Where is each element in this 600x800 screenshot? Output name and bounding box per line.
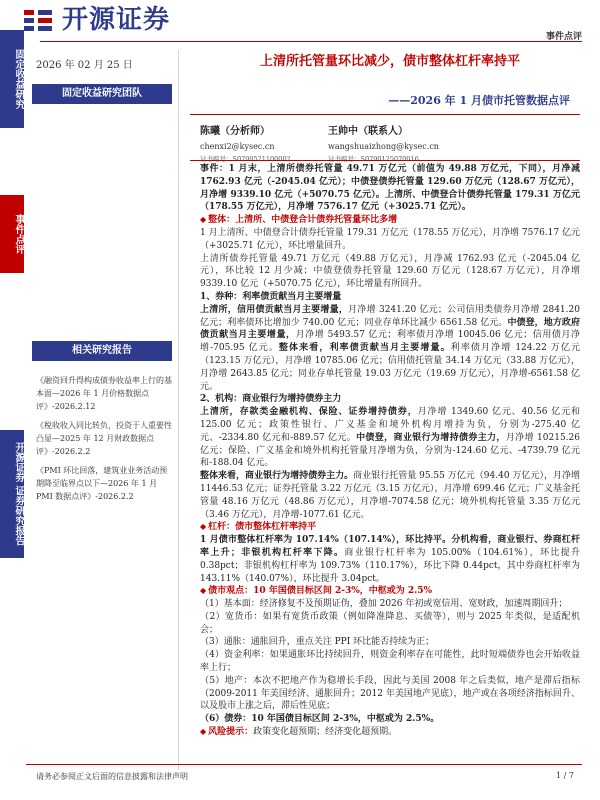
report-date: 2026 年 02 月 25 日 (36, 60, 133, 71)
risk-paragraph: ◆ 风险提示：政策变化超预期；经济变化超预期。 (200, 727, 398, 738)
analyst-divider (190, 160, 580, 161)
view-item: （5）地产：本次不把地产作为稳增长手段，因此与美国 2008 年之后类似，地产是滞后指标（2009-2011 年美国经济、通胀回升；2012 年美国地产见底），地产或在各项经济指标回升、以及股市上涨之后，滞后性见底； (200, 675, 580, 712)
section-heading: ◆ 整体：上清所、中债登合计债券托管量环比多增 (200, 215, 398, 226)
brand-logo (18, 4, 228, 38)
body-paragraph: 上清所债券托管量 49.71 万亿元（49.88 万亿元），月净减 1762.93 亿元（-2045.04 亿元），环比较 12 月少减；中债登债券托管量 129.60 万亿元（128.67 万亿元），月净增 9339.10 亿元（+5070.75 亿元），环比增量有所回升。 (200, 253, 580, 290)
diamond-bullet-icon: ◆ (200, 215, 207, 225)
brand-name: 开源证券 (62, 5, 171, 35)
section-heading: ◆ 杠杆：债市整体杠杆率持平 (200, 522, 317, 533)
view-item: （6）债券：10 年国债目标区间 2-3%，中枢或为 2.5%。 (200, 714, 440, 725)
report-body (200, 163, 580, 739)
view-item: （2）宽货币：如果有宽货币政策（例如降准降息、买债等），则与 2025 年类似，是适配机会； (200, 611, 580, 635)
section-heading: ◆ 债市观点：10 年国债目标区间 2-3%，中枢或为 2.5% (200, 586, 433, 597)
event-lead: 事件： (200, 164, 229, 174)
analyst-name: 陈曦（分析师） (200, 126, 270, 137)
title-divider (190, 114, 580, 115)
sidebar-label-research: 固定收益研究 (0, 30, 24, 128)
sidebar-label-event: 事件点评 (0, 195, 24, 273)
column-divider (178, 50, 179, 770)
page-number: 1 / 7 (556, 771, 574, 780)
analyst-name: 王帅中（联系人） (328, 126, 408, 137)
body-paragraph: 上清所，存款类金融机构、保险、证券增持债券，月净增 1349.60 亿元、40.56 亿元和 125.00 亿元；政策性银行、广义基金和境外机构月增持为负，分别为-275.40 亿元、-2334.80 亿元和-889.57 亿元。中债登，商业银行为增持债券主力，月净增 10215.26 亿元；保险、广义基金和境外机构托管量月净增为负，分别为-124.60 亿元、-4739.79 亿元和-188.04 亿元。 (200, 407, 580, 469)
header-divider (40, 41, 582, 42)
body-paragraph: 1 月上清所、中债登合计债券托管量 179.31 万亿元（178.55 万亿元），月净增 7576.17 亿元（+3025.71 亿元），环比增量回升。 (200, 227, 580, 251)
related-report-link[interactable]: 《融资回升得构成债券收益率上行的基本面—2026 年 1 月价格数据点评》-2026.2.12 (36, 376, 172, 411)
related-report-link[interactable]: 《PMI 环比回落，建筑业业务活动预期降至临界点以下—2026 年 1 月 PMI 数据点评》-2026.2.2 (36, 466, 168, 501)
page-title: 上清所托管量环比减少，债市整体杠杆率持平 (259, 54, 520, 69)
analyst-cert: 证书编号：S0790521100002 (200, 155, 291, 163)
diamond-bullet-icon: ◆ (200, 522, 207, 532)
sub-heading: 1、券种：利率债贡献当月主要增量 (200, 291, 342, 302)
report-type-tag: 事件点评 (545, 32, 582, 42)
analyst-card (328, 122, 478, 163)
event-paragraph (200, 163, 580, 214)
team-banner: 固定收益研究团队 (32, 84, 172, 104)
related-report-link[interactable]: 《税收收入同比转负，投资于人重要性凸显—2025 年 12 月财政数据点评》-2026.2.2 (36, 421, 172, 456)
logo-icon (22, 6, 56, 34)
view-item: （4）资金利率：如果通胀环比持续回升，则资金利率存在可能性，此时短端债券也会开始收益率上行； (200, 650, 580, 674)
related-reports-banner: 相关研究报告 (32, 341, 172, 361)
page-subtitle: ——2026 年 1 月债市托管数据点评 (388, 94, 570, 107)
diamond-bullet-icon: ◆ (200, 586, 207, 596)
body-paragraph: 上清所，信用债贡献当月主要增量，月净增 3241.20 亿元；公司信用类债券月净增 2841.20 亿元；利率债环比增加少 740.00 亿元；同业存单环比减少 6561.58 亿元。中债登，地方政府债贡献当月主要增量，月净增 5493.57 亿元；利率债月净增 10045.06 亿元；信用债月净增-705.95 亿元。整体来看，利率债贡献当月主要增量。利率债月净增 124.22 万亿元（123.15 万亿元），月净增 10785.06 亿元；信用债托管量 34.14 万亿元（33.88 万亿元），月净增 2643.85 亿元；同业存单托管量 19.03 万亿元（19.69 万亿元），月净增-6561.58 亿元。 (200, 304, 580, 392)
analyst-email[interactable]: wangshuaizhong@kysec.cn (328, 142, 439, 151)
sub-heading: 2、机构：商业银行为增持债券主力 (200, 394, 342, 405)
footer-divider (26, 764, 582, 765)
diamond-bullet-icon: ◆ (200, 727, 207, 737)
footer-disclaimer[interactable]: 请务必参阅正文后面的信息披露和法律声明 (36, 772, 188, 781)
view-item: （1）基本面：经济修复不及预期证伪，叠加 2026 年初或宽信用、宽财政，加速周期回升； (200, 599, 568, 610)
body-paragraph: 整体来看，商业银行为增持债券主力。商业银行托管量 95.55 万亿元（94.40 万亿元），月净增 11446.53 亿元；证券托管量 3.22 万亿元（3.15 万亿元），月净增 699.46 亿元；广义基金托管量 48.16 万亿元（48.86 万亿元），月净增-7074.58 亿元；境外机构托管量 3.35 万亿元（3.46 万亿元），月净增-1077.61 亿元。 (200, 471, 580, 520)
sidebar-label-report: 开源证券 证券研究报告 (0, 430, 24, 558)
analyst-cert: 证书编号：S0790125070016 (328, 155, 419, 163)
related-reports-list (36, 374, 172, 509)
analyst-email[interactable]: chenxi2@kysec.cn (200, 142, 275, 151)
view-item: （3）通胀：通胀回升，重点关注 PPI 环比能否持续为正； (200, 637, 435, 648)
event-text: 1 月末，上清所债券托管量 49.71 万亿元（前值为 49.88 万亿元，下同），月净减 1762.93 亿元（-2045.04 亿元）；中债登债券托管量 129.60 万亿元（128.67 万亿元），月净增 9339.10 亿元（+5070.75 亿元）。上清所、中债登合计债券托管量 179.31 万亿元（178.55 万亿元），月净增 7576.17 亿元（+3025.71 亿元）。 (200, 164, 580, 213)
body-paragraph: 1 月债市整体杠杆率为 107.14%（107.14%），环比持平。分机构看，商业银行、券商杠杆率上升；非银机构杠杆率下降。商业银行杠杆率为 105.00%（104.61%），环比提升 0.38pct；非银机构杠杆率为 109.73%（110.17%），环比下降 0.44pct，其中券商杠杆率为 143.11%（140.07%），环比提升 3.04pct。 (200, 535, 580, 584)
